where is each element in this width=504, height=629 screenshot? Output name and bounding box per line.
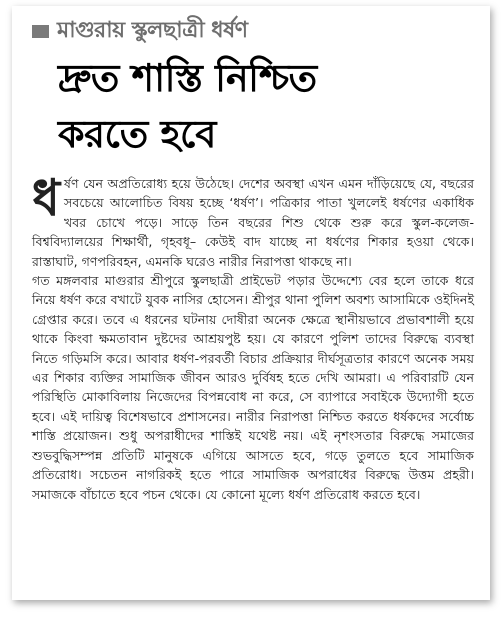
paragraph-1	[32, 169, 474, 271]
paragraph-2: গত মঙ্গলবার মাগুরার শ্রীপুরে স্কুলছাত্রী প্রাইভেট পড়ার উদ্দেশ্যে বের হলে তাকে ধরে নিয়ে ধর্ষণ করে বখাটে যুবক নাসির হোসেন। শ্রীপুর থানা পুলিশ অবশ্য আসামিকে ওইদিনই গ্রেপ্তার করে। তবে এ ধরনের ঘটনায় দোষীরা অনেক ক্ষেত্রে স্থানীয়ভাবে প্রভাবশালী হয়ে থাকে কিংবা ক্ষমতাবান দুষ্টদের আশ্রয়পুষ্ট হয়। যে কারণে পুলিশ তাদের বিরুদ্ধে ব্যবস্থা নিতে গড়িমসি করে। আবার ধর্ষণ-পরবর্তী বিচার প্রক্রিয়ার দীর্ঘসূত্রতার কারণে অনেক সময় এর শিকার ব্যক্তির সামাজিক জীবন আরও দুর্বিষহ হতে দেখি আমরা। এ পরিবারটি যেন পরিস্থিতি মোকাবিলায় নিজেদের বিপন্নবোধ না করে, সে ব্যাপারে সবাইকে উদ্যোগী হতে হবে। এই দায়িত্ব বিশেষভাবে প্রশাসনের। নারীর নিরাপত্তা নিশ্চিত করতে ধর্ষকদের সর্বোচ্চ শাস্তি প্রয়োজন। শুধু অপরাধীদের শাস্তিই যথেষ্ট নয়। এই নৃশংসতার বিরুদ্ধে সমাজের শুভবুদ্ধিসম্পন্ন প্রতিটি মানুষকে এগিয়ে আসতে হবে, গড়ে তুলতে হবে সামাজিক প্রতিরোধ। সচেতন নাগরিকই হতে পারে সামাজিক অপরাধের বিরুদ্ধে উত্তম প্রহরী। সমাজকে বাঁচাতে হবে পচন থেকে। যে কোনো মূল্যে ধর্ষণ প্রতিরোধ করতে হবে।	[32, 273, 474, 502]
headline-line-1: দ্রুত শাস্তি নিশ্চিত	[58, 56, 317, 100]
newspaper-clipping	[12, 6, 490, 600]
drop-cap: ধ	[32, 169, 61, 227]
kicker-square-icon	[32, 25, 49, 38]
headline	[58, 50, 474, 162]
paragraph-1-text: র্ষণ যেন অপ্রতিরোধ্য হয়ে উঠেছে। দেশের অবস্থা এখন এমন দাঁড়িয়েছে যে, বছরের সবচেয়ে আলোচিত বিষয় হচ্ছে ‘ধর্ষণ’। পত্রিকার পাতা খুললেই ধর্ষণের একাধিক খবর চোখে পড়ে। সাড়ে তিন বছরের শিশু থেকে শুরু করে স্কুল-কলেজ-বিশ্ববিদ্যালয়ের শিক্ষার্থী, গৃহবধূ– কেউই বাদ যাচ্ছে না ধর্ষণের শিকার হওয়া থেকে। রাস্তাঘাট, গণপরিবহন, এমনকি ঘরেও নারীর নিরাপত্তা থাকছে না।	[32, 176, 474, 269]
article-body	[32, 169, 474, 504]
kicker-text: মাগুরায় স্কুলছাত্রী ধর্ষণ	[57, 17, 248, 43]
headline-line-2: করতে হবে	[58, 112, 216, 156]
kicker	[32, 16, 474, 46]
